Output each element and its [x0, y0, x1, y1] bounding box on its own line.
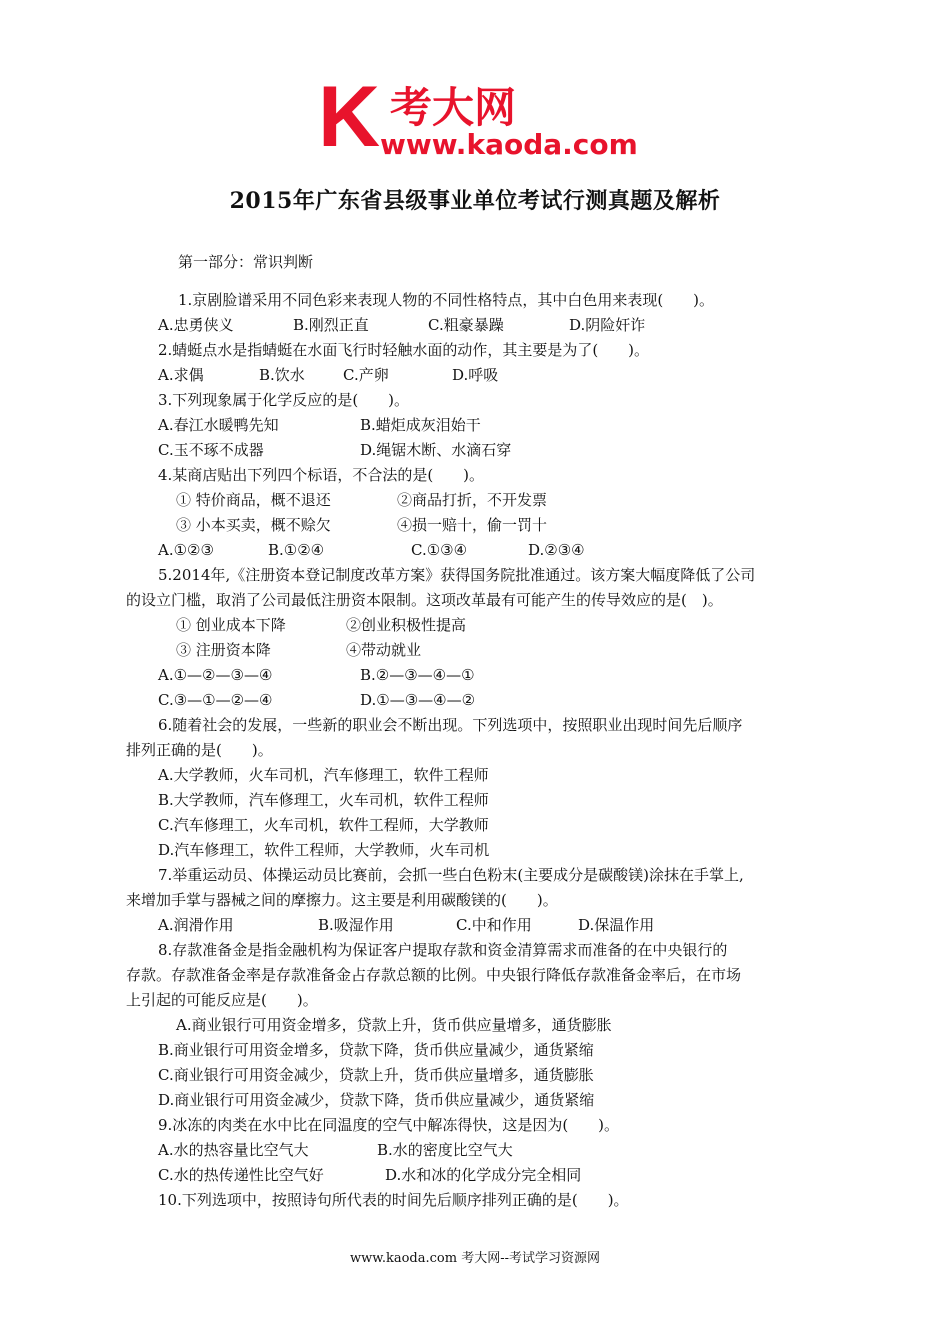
option-text: C.产卵 — [343, 366, 389, 384]
option-text: B.饮水 — [259, 366, 305, 384]
option-text: A.①—②—③—④ — [158, 666, 273, 684]
question-text: 来增加手掌与器械之间的摩擦力。这主要是利用碳酸镁的( )。 — [126, 891, 558, 909]
page-footer: www.kaoda.com 考大网--考试学习资源网 — [350, 1251, 600, 1266]
option-text: C.玉不琢不成器 — [158, 441, 264, 459]
question-text: D.汽车修理工，软件工程师，大学教师，火车司机 — [158, 841, 490, 859]
option-text: A.①②③ — [158, 541, 214, 559]
logo-name: 考大网 — [390, 83, 517, 132]
option-text: ① 创业成本下降 — [176, 616, 286, 634]
question-text: 2.蜻蜓点水是指蜻蜓在水面飞行时轻触水面的动作，其主要是为了( )。 — [158, 341, 650, 359]
option-text: C.水的热传递性比空气好 — [158, 1166, 324, 1184]
option-text: ③ 注册资本降 — [176, 641, 271, 659]
question-text: 的设立门槛，取消了公司最低注册资本限制。这项改革最有可能产生的传导效应的是( )。 — [126, 591, 723, 609]
option-text: A.忠勇侠义 — [158, 316, 234, 334]
question-text: 4.某商店贴出下列四个标语，不合法的是( )。 — [158, 466, 485, 484]
option-text: C.粗豪暴躁 — [428, 316, 504, 334]
kaoda-logo — [318, 76, 638, 164]
question-text: 9.冰冻的肉类在水中比在同温度的空气中解冻得快，这是因为( )。 — [158, 1116, 620, 1134]
question-text: 存款。存款准备金率是存款准备金占存款总额的比例。中央银行降低存款准备金率后，在市场 — [126, 966, 742, 984]
question-text: 上引起的可能反应是( )。 — [126, 991, 318, 1009]
option-text: B.蜡炬成灰泪始干 — [360, 416, 481, 434]
question-text: 7.举重运动员、体操运动员比赛前，会抓一些白色粉末(主要成分是碳酸镁)涂抹在手掌上, — [158, 866, 744, 884]
option-text: C.中和作用 — [456, 916, 532, 934]
option-text: ②商品打折，不开发票 — [397, 491, 548, 509]
question-text: 1.京剧脸谱采用不同色彩来表现人物的不同性格特点，其中白色用来表现( )。 — [178, 291, 715, 309]
question-text: 6.随着社会的发展，一些新的职业会不断出现。下列选项中，按照职业出现时间先后顺序 — [158, 716, 743, 734]
option-text: A.春江水暖鸭先知 — [158, 416, 279, 434]
question-text: A.商业银行可用资金增多，贷款上升，货币供应量增多，通货膨胀 — [176, 1016, 612, 1034]
logo-k: K — [318, 76, 381, 164]
option-text: ① 特价商品，概不退还 — [176, 491, 331, 509]
option-text: ②创业积极性提高 — [346, 616, 467, 634]
option-text: D.保温作用 — [578, 916, 655, 934]
question-text: 10.下列选项中，按照诗句所代表的时间先后顺序排列正确的是( )。 — [158, 1191, 629, 1209]
document-title: 2015年广东省县级事业单位考试行测真题及解析 — [229, 188, 721, 214]
question-text: 3.下列现象属于化学反应的是( )。 — [158, 391, 410, 409]
option-text: B.②—③—④—① — [360, 666, 475, 684]
option-text: D.②③④ — [528, 541, 585, 559]
option-text: ③ 小本买卖，概不赊欠 — [176, 516, 331, 534]
question-text: B.商业银行可用资金增多，贷款下降，货币供应量减少，通货紧缩 — [158, 1041, 594, 1059]
logo-url: www.kaoda.com — [380, 128, 638, 161]
option-text: A.润滑作用 — [158, 916, 234, 934]
option-text: ④损一赔十，偷一罚十 — [397, 516, 548, 534]
question-text: B.大学教师，汽车修理工，火车司机，软件工程师 — [158, 791, 489, 809]
option-text: D.呼吸 — [452, 366, 499, 384]
option-text: D.绳锯木断、水滴石穿 — [360, 441, 512, 459]
section-heading: 第一部分：常识判断 — [178, 253, 314, 271]
option-text: ④带动就业 — [346, 641, 422, 659]
question-text: 排列正确的是( )。 — [126, 741, 273, 759]
option-text: A.水的热容量比空气大 — [158, 1141, 309, 1159]
question-text: C.汽车修理工，火车司机，软件工程师，大学教师 — [158, 816, 489, 834]
option-text: D.阴险奸诈 — [569, 316, 646, 334]
option-text: B.刚烈正直 — [293, 316, 369, 334]
option-text: D.①—③—④—② — [360, 691, 476, 709]
option-text: C.③—①—②—④ — [158, 691, 273, 709]
option-text: B.水的密度比空气大 — [377, 1141, 513, 1159]
option-text: B.①②④ — [268, 541, 325, 559]
option-text: D.水和冰的化学成分完全相同 — [385, 1166, 582, 1184]
question-text: A.大学教师，火车司机，汽车修理工，软件工程师 — [158, 766, 489, 784]
option-text: C.①③④ — [411, 541, 468, 559]
option-text: A.求偶 — [158, 366, 204, 384]
question-text: 8.存款准备金是指金融机构为保证客户提取存款和资金清算需求而准备的在中央银行的 — [158, 941, 728, 959]
question-text: C.商业银行可用资金减少，贷款上升，货币供应量增多，通货膨胀 — [158, 1066, 594, 1084]
option-text: B.吸湿作用 — [318, 916, 394, 934]
question-text: D.商业银行可用资金减少，贷款下降，货币供应量减少，通货紧缩 — [158, 1091, 595, 1109]
question-text: 5.2014年,《注册资本登记制度改革方案》获得国务院批准通过。该方案大幅度降低了公司 — [158, 566, 756, 584]
